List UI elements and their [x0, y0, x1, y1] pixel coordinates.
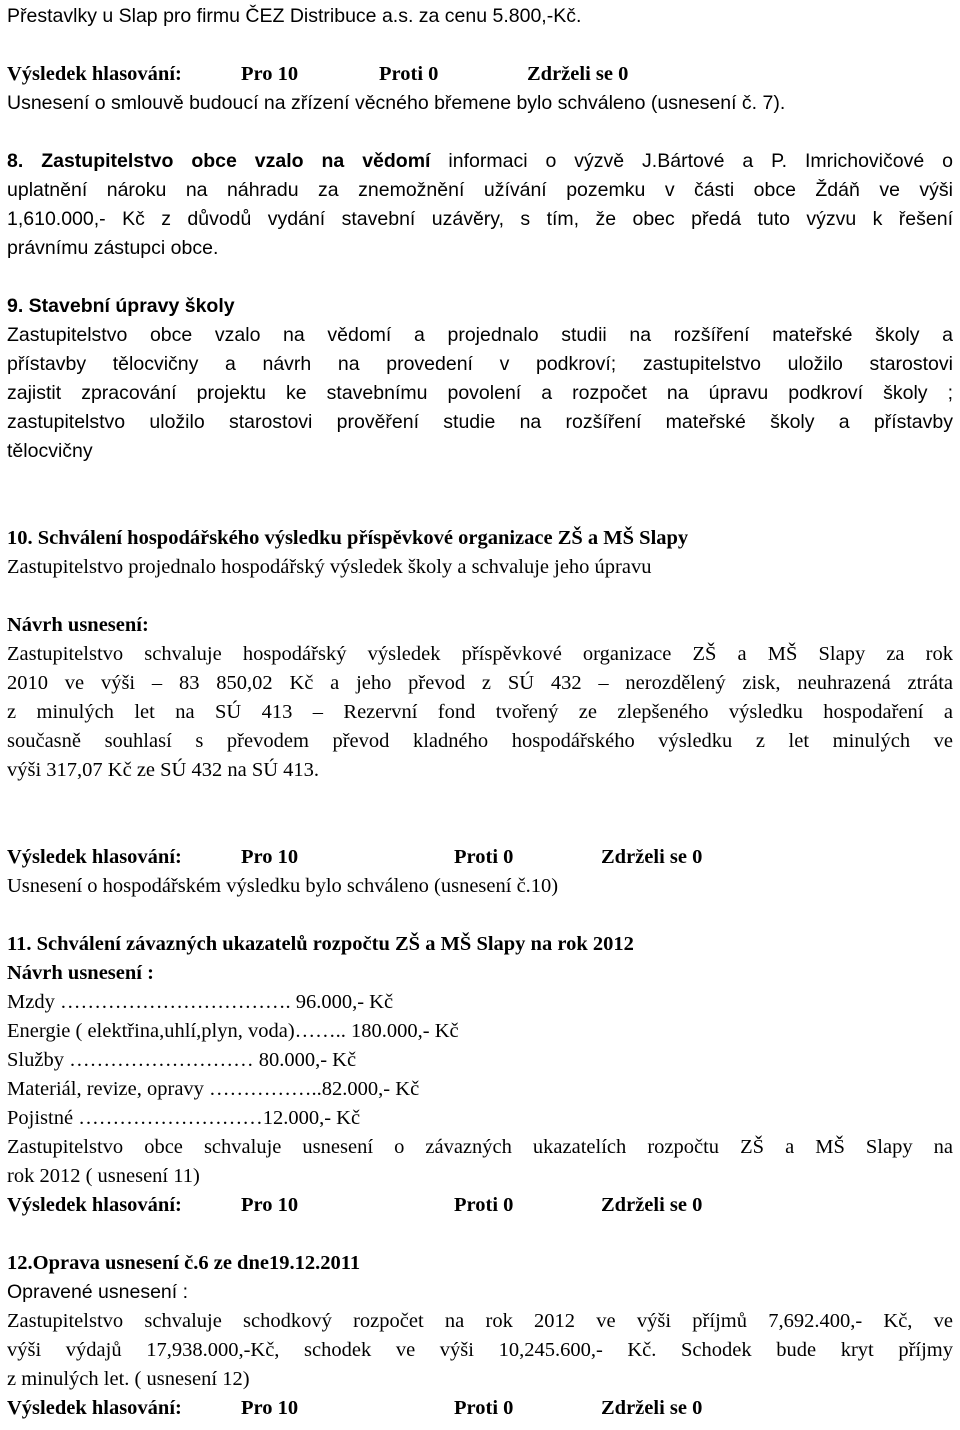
section10-line: výši 317,07 Kč ze SÚ 432 na SÚ 413.	[7, 759, 320, 781]
section10-intro: Zastupitelstvo projednalo hospodářský výsledek školy a schvaluje jeho úpravu	[7, 556, 652, 578]
section8-heading	[7, 147, 953, 176]
section10-line: 2010 ve výši – 83 850,02 Kč a jeho převod z SÚ 432 – nerozdělený zisk, neuhrazená ztráta	[7, 672, 953, 694]
section11-heading: 11. Schválení závazných ukazatelů rozpočtu ZŠ a MŠ Slapy na rok 2012	[7, 933, 634, 955]
section12-heading: 12.Oprava usnesení č.6 ze dne19.12.2011	[7, 1252, 361, 1274]
section8-heading-rest: informaci o výzvě J.Bártové a P. Imrichovičové o	[430, 150, 953, 172]
section10-line: z minulých let na SÚ 413 – Rezervní fond tvořený ze zlepšeného výsledku hospodaření a	[7, 701, 953, 723]
corrected-resolution-label: Opravené usnesení :	[7, 1281, 189, 1303]
vote-proti: Proti 0	[379, 63, 439, 85]
budget-item-material: Materiál, revize, opravy ……………..82.000,- Kč	[7, 1078, 420, 1100]
vote-proti: Proti 0	[454, 1194, 514, 1216]
section12-line: Zastupitelstvo schvaluje schodkový rozpočet na rok 2012 ve výši příjmů 7,692.400,- Kč, ve	[7, 1310, 953, 1332]
section9-line: tělocvičny	[7, 440, 93, 462]
vote-label: Výsledek hlasování:	[7, 1194, 182, 1216]
vote-pro: Pro 10	[241, 1194, 299, 1216]
vote-zdrzeli: Zdrželi se 0	[527, 63, 629, 85]
budget-item-energie: Energie ( elektřina,uhlí,plyn, voda)…….. 180.000,- Kč	[7, 1020, 459, 1042]
resolution-result-prev: Usnesení o smlouvě budoucí na zřízení věcného břemene bylo schváleno (usnesení č. 7).	[7, 92, 786, 114]
section11-resolution-line: Zastupitelstvo obce schvaluje usnesení o závazných ukazatelích rozpočtu ZŠ a MŠ Slapy na	[7, 1136, 953, 1158]
section9-heading: 9. Stavební úpravy školy	[7, 295, 235, 317]
resolution-result-10: Usnesení o hospodářském výsledku bylo schváleno (usnesení č.10)	[7, 875, 559, 897]
budget-item-mzdy: Mzdy ……………………………. 96.000,- Kč	[7, 991, 394, 1013]
vote-pro: Pro 10	[241, 63, 299, 85]
section9-line: zajistit zpracování projektu ke stavebnímu povolení a rozpočet na úpravu podkroví školy ;	[7, 382, 953, 404]
vote-pro: Pro 10	[241, 846, 299, 868]
proposal-label: Návrh usnesení :	[7, 962, 154, 984]
previous-item-text: Přestavlky u Slap pro firmu ČEZ Distribuce a.s. za cenu 5.800,-Kč.	[7, 5, 582, 27]
vote-label: Výsledek hlasování:	[7, 846, 182, 868]
vote-proti: Proti 0	[454, 1397, 514, 1419]
section12-line: z minulých let. ( usnesení 12)	[7, 1368, 250, 1390]
section8-line: právnímu zástupci obce.	[7, 237, 219, 259]
vote-result-prev	[7, 60, 953, 89]
proposal-label: Návrh usnesení:	[7, 614, 149, 636]
section8-heading-bold: 8. Zastupitelstvo obce vzalo na vědomí	[7, 150, 431, 172]
vote-result-10	[7, 843, 953, 872]
budget-item-sluzby: Služby ……………………… 80.000,- Kč	[7, 1049, 357, 1071]
vote-label: Výsledek hlasování:	[7, 63, 182, 85]
section8-line: 1,610.000,- Kč z důvodů vydání stavební uzávěry, s tím, že obec předá tuto výzvu k řešení	[7, 208, 953, 230]
vote-zdrzeli: Zdrželi se 0	[601, 846, 703, 868]
section9-line: Zastupitelstvo obce vzalo na vědomí a projednalo studii na rozšíření mateřské školy a	[7, 324, 953, 346]
budget-item-pojistne: Pojistné ………………………12.000,- Kč	[7, 1107, 361, 1129]
section12-line: výši výdajů 17,938.000,-Kč, schodek ve výši 10,245.600,- Kč. Schodek bude kryt příjmy	[7, 1339, 953, 1361]
section10-line: současně souhlasí s převodem převod kladného hospodářského výsledku z let minulých ve	[7, 730, 953, 752]
section9-line: přístavby tělocvičny a návrh na provedení v podkroví; zastupitelstvo uložilo starostovi	[7, 353, 953, 375]
section8-line: uplatnění nároku na náhradu za znemožnění užívání pozemku v části obce Ždáň ve výši	[7, 179, 953, 201]
vote-label: Výsledek hlasování:	[7, 1397, 182, 1419]
section10-line: Zastupitelstvo schvaluje hospodářský výsledek příspěvkové organizace ZŠ a MŠ Slapy za rok	[7, 643, 953, 665]
vote-zdrzeli: Zdrželi se 0	[601, 1397, 703, 1419]
vote-zdrzeli: Zdrželi se 0	[601, 1194, 703, 1216]
vote-pro: Pro 10	[241, 1397, 299, 1419]
vote-result-12	[7, 1394, 953, 1423]
vote-proti: Proti 0	[454, 846, 514, 868]
section11-resolution-line: rok 2012 ( usnesení 11)	[7, 1165, 200, 1187]
section10-heading: 10. Schválení hospodářského výsledku příspěvkové organizace ZŠ a MŠ Slapy	[7, 527, 689, 549]
vote-result-11	[7, 1191, 953, 1220]
section9-line: zastupitelstvo uložilo starostovi prověření studie na rozšíření mateřské školy a přístavby	[7, 411, 953, 433]
